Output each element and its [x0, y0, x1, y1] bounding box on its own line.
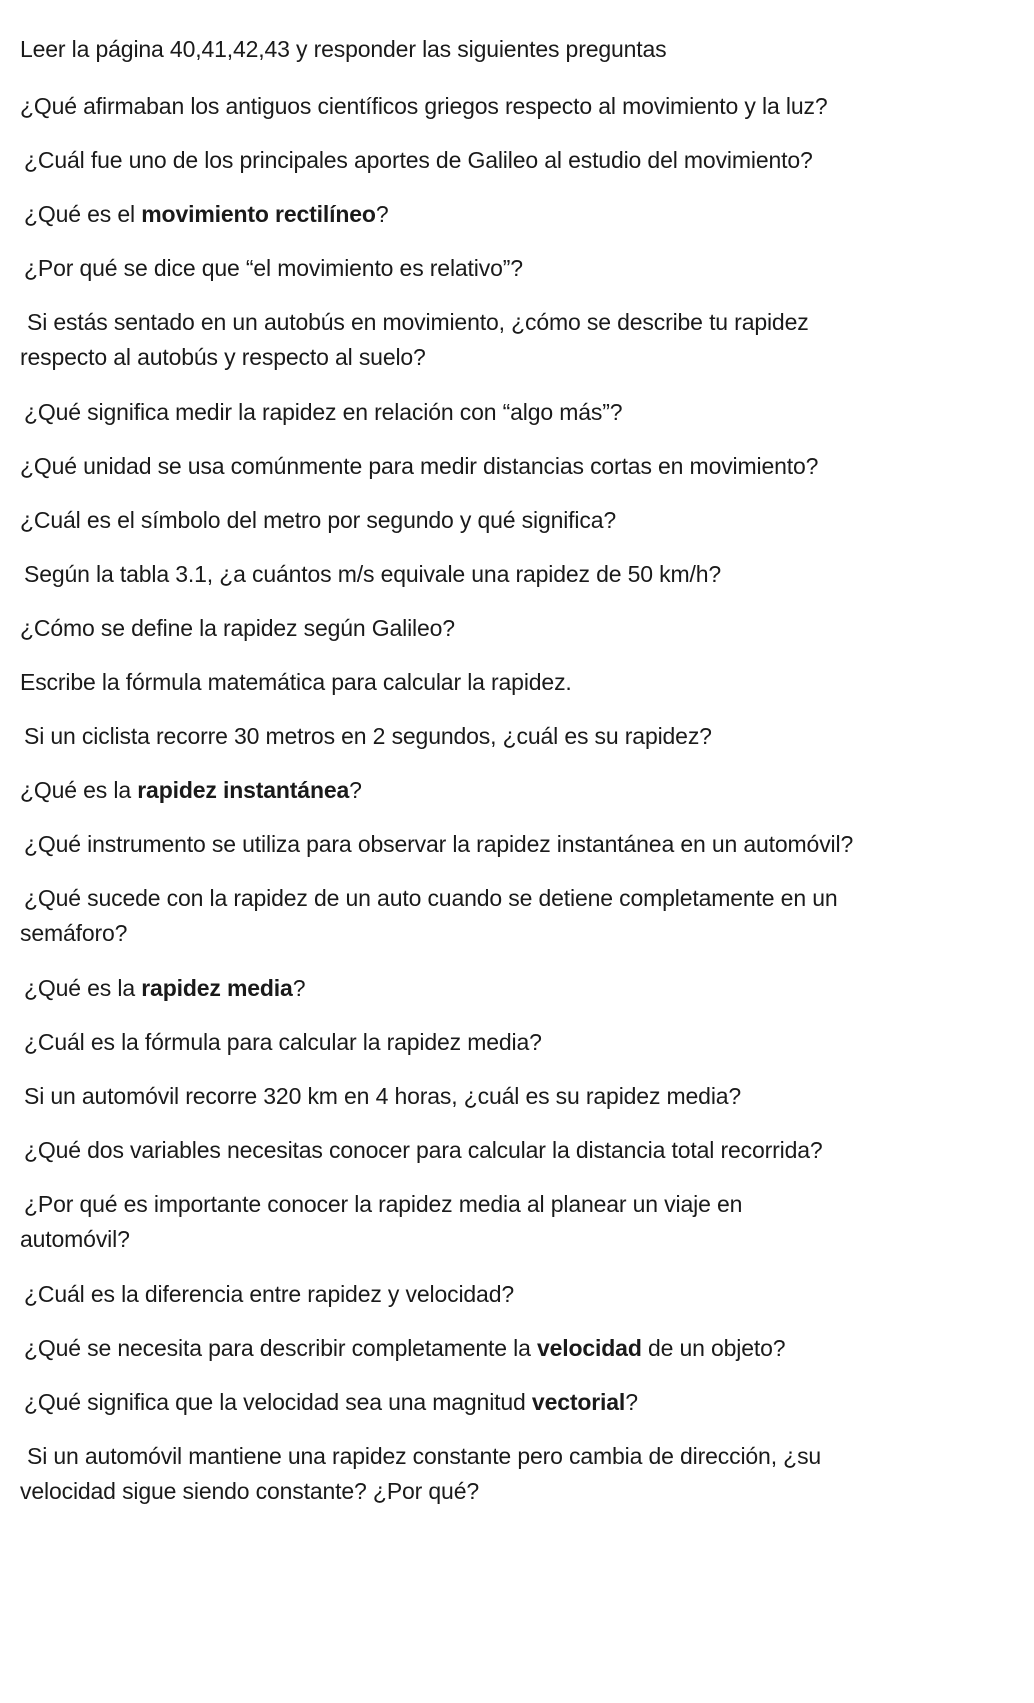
- question-3-post: ?: [375, 201, 389, 227]
- question-17: ¿Cuál es la fórmula para calcular la rapidez media?: [24, 1029, 542, 1055]
- question-22-bold: velocidad: [536, 1335, 642, 1361]
- question-19: ¿Qué dos variables necesitas conocer para calcular la distancia total recorrida?: [24, 1137, 823, 1163]
- question-14: ¿Qué instrumento se utiliza para observar la rapidez instantánea en un automóvil?: [24, 831, 854, 857]
- question-2: ¿Cuál fue uno de los principales aportes de Galileo al estudio del movimiento?: [24, 147, 813, 173]
- question-16-post: ?: [292, 975, 306, 1001]
- question-13-pre: ¿Qué es la: [20, 777, 138, 803]
- question-16-bold: rapidez media: [141, 975, 293, 1001]
- question-3-pre: ¿Qué es el: [24, 201, 142, 227]
- question-3: [24, 195, 388, 233]
- question-24-line-2: velocidad sigue siendo constante? ¿Por qué?: [20, 1478, 479, 1504]
- question-12: Si un ciclista recorre 30 metros en 2 segundos, ¿cuál es su rapidez?: [24, 723, 712, 749]
- question-18: Si un automóvil recorre 320 km en 4 horas, ¿cuál es su rapidez media?: [24, 1083, 742, 1109]
- question-5-line-2: respecto al autobús y respecto al suelo?: [20, 344, 426, 370]
- question-13-bold: rapidez instantánea: [137, 777, 350, 803]
- question-8: ¿Cuál es el símbolo del metro por segundo y qué significa?: [20, 507, 617, 533]
- question-23-post: ?: [625, 1389, 638, 1415]
- question-21: ¿Cuál es la diferencia entre rapidez y velocidad?: [24, 1281, 514, 1307]
- question-6: ¿Qué significa medir la rapidez en relación con “algo más”?: [24, 399, 623, 425]
- question-3-bold: movimiento rectilíneo: [141, 201, 376, 227]
- question-22-post: de un objeto?: [641, 1335, 786, 1361]
- question-16: [24, 969, 305, 1007]
- question-15-line-1: ¿Qué sucede con la rapidez de un auto cuando se detiene completamente en un: [24, 885, 838, 911]
- question-11: Escribe la fórmula matemática para calcular la rapidez.: [20, 669, 572, 695]
- question-16-pre: ¿Qué es la: [24, 975, 142, 1001]
- question-5-line-1: Si estás sentado en un autobús en movimiento, ¿cómo se describe tu rapidez: [27, 309, 809, 335]
- question-7: ¿Qué unidad se usa comúnmente para medir distancias cortas en movimiento?: [20, 453, 819, 479]
- question-10: ¿Cómo se define la rapidez según Galileo?: [20, 615, 455, 641]
- question-1: ¿Qué afirmaban los antiguos científicos griegos respecto al movimiento y la luz?: [20, 93, 828, 119]
- question-15-line-2: semáforo?: [20, 920, 128, 946]
- question-13: [20, 771, 362, 809]
- question-23-pre: ¿Qué significa que la velocidad sea una magnitud: [24, 1389, 532, 1415]
- question-9: Según la tabla 3.1, ¿a cuántos m/s equivale una rapidez de 50 km/h?: [24, 561, 722, 587]
- question-23-bold: vectorial: [531, 1389, 626, 1415]
- question-23: [24, 1383, 638, 1421]
- question-24-line-1: Si un automóvil mantiene una rapidez constante pero cambia de dirección, ¿su: [27, 1443, 822, 1469]
- question-22-pre: ¿Qué se necesita para describir completamente la: [24, 1335, 537, 1361]
- question-20-line-2: automóvil?: [20, 1226, 130, 1252]
- question-20-line-1: ¿Por qué es importante conocer la rapidez media al planear un viaje en: [24, 1191, 743, 1217]
- question-22: [24, 1329, 785, 1367]
- question-4: ¿Por qué se dice que “el movimiento es relativo”?: [24, 255, 523, 281]
- instruction-text: Leer la página 40,41,42,43 y responder las siguientes preguntas: [20, 36, 667, 62]
- question-13-post: ?: [349, 777, 362, 803]
